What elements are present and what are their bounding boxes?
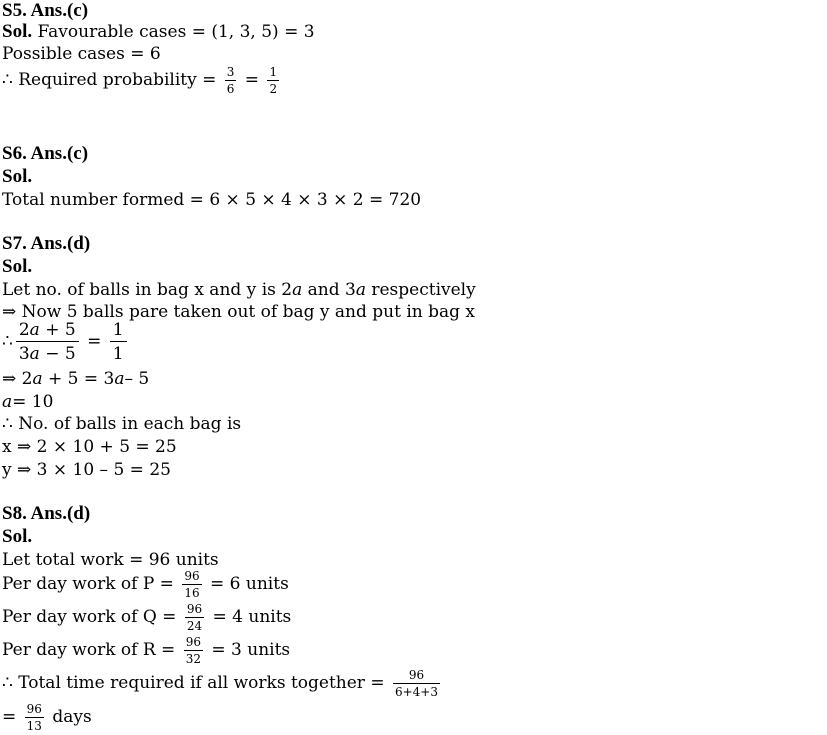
fraction-numerator: 96: [185, 635, 201, 649]
s7-x-line: x ⇒ 2 × 10 + 5 = 25: [2, 437, 177, 457]
text: + 5 = 3: [42, 369, 115, 389]
text: = 3 units: [205, 640, 291, 660]
text: Let no. of balls in bag x and y is 2: [2, 280, 293, 300]
fraction-denominator: 13: [26, 719, 42, 733]
s5-probability-label: ∴ Required probability =: [2, 70, 222, 90]
s8-r-line: [2, 636, 290, 665]
text: – 5: [124, 369, 150, 389]
text: − 5: [39, 344, 76, 364]
s8-p-line: [2, 570, 289, 599]
fraction-denominator: 6+4+3: [394, 685, 438, 699]
fraction-numerator: 96: [186, 602, 203, 616]
variable-a: a: [29, 344, 40, 364]
s5-favourable-text: Favourable cases = (1, 3, 5) = 3: [32, 22, 315, 42]
fraction-numerator: [16, 320, 79, 342]
s5-fraction-3-6: [225, 66, 237, 95]
s7-y-line: y ⇒ 3 × 10 – 5 = 25: [2, 460, 171, 480]
fraction-denominator: [16, 342, 79, 364]
fraction-denominator: 16: [184, 586, 200, 600]
s7-equation-line: [2, 320, 130, 364]
text: 3: [18, 344, 30, 364]
text: = 4 units: [207, 607, 292, 627]
s8-together-fraction: [393, 669, 440, 698]
fraction-denominator: 24: [186, 619, 203, 633]
fraction-numerator: 96: [184, 569, 200, 583]
s5-favourable-line: [2, 21, 315, 43]
variable-a: a: [32, 369, 43, 389]
fraction-denominator: 1: [112, 344, 124, 364]
s7-main-fraction: [16, 320, 79, 364]
variable-a: a: [114, 369, 125, 389]
therefore-symbol: ∴: [2, 331, 13, 352]
s5-sol-label: Sol.: [2, 21, 33, 42]
s6-heading: S6. Ans.(c): [2, 143, 89, 164]
s7-implies-line: [2, 368, 149, 390]
text: days: [46, 707, 92, 727]
s5-possible-line: Possible cases = 6: [2, 44, 161, 64]
s5-heading: S5. Ans.(c): [2, 0, 89, 21]
text: ∴ Total time required if all works together =: [2, 673, 390, 693]
fraction-numerator: 96: [26, 702, 42, 716]
fraction-numerator: 3: [226, 65, 235, 79]
s5-probability-line: [2, 66, 282, 95]
s7-sol-label: Sol.: [2, 256, 33, 277]
s8-final-line: [2, 703, 92, 732]
s8-r-fraction: [184, 636, 203, 665]
text: Per day work of P =: [2, 574, 180, 594]
s5-fraction-1-2: [267, 66, 279, 95]
s8-final-fraction: [25, 703, 44, 732]
s7-balls-line: ∴ No. of balls in each bag is: [2, 414, 242, 434]
fraction-denominator: 2: [269, 82, 278, 96]
s8-total-line: Let total work = 96 units: [2, 550, 219, 570]
s8-p-fraction: [182, 570, 201, 599]
variable-a: a: [2, 392, 13, 412]
text: =: [2, 707, 22, 727]
s8-sol-label: Sol.: [2, 526, 33, 547]
variable-a: a: [355, 280, 366, 300]
s6-sol-label: Sol.: [2, 166, 33, 187]
text: and 3: [302, 280, 356, 300]
fraction-denominator: 6: [226, 82, 235, 96]
text: Per day work of Q =: [2, 607, 182, 627]
text: = 6 units: [204, 574, 289, 594]
s8-together-line: [2, 669, 443, 698]
fraction-numerator: 96: [393, 669, 440, 684]
text: 2: [18, 320, 30, 340]
fraction-denominator: 32: [185, 652, 201, 666]
s8-q-line: [2, 603, 291, 632]
text: ⇒ 2: [2, 369, 33, 389]
equals-sign: =: [239, 70, 265, 90]
s8-heading: S8. Ans.(d): [2, 503, 91, 524]
text: Per day work of R =: [2, 640, 181, 660]
fraction-numerator: 1: [269, 65, 278, 79]
s7-rhs-fraction: [110, 320, 127, 364]
s6-total-line: Total number formed = 6 × 5 × 4 × 3 × 2 = 720: [2, 190, 422, 210]
text: + 5: [39, 320, 76, 340]
variable-a: a: [29, 320, 40, 340]
variable-a: a: [292, 280, 303, 300]
s7-now-line: ⇒ Now 5 balls pare taken out of bag y and put in bag x: [2, 302, 476, 322]
s8-q-fraction: [185, 603, 204, 632]
text: respectively: [365, 280, 476, 300]
fraction-numerator: 1: [110, 320, 127, 342]
s7-let-line: [2, 279, 476, 301]
s7-a-value-line: [2, 391, 53, 413]
text: = 10: [12, 392, 54, 412]
s7-heading: S7. Ans.(d): [2, 233, 91, 254]
equals-sign: =: [81, 331, 107, 352]
